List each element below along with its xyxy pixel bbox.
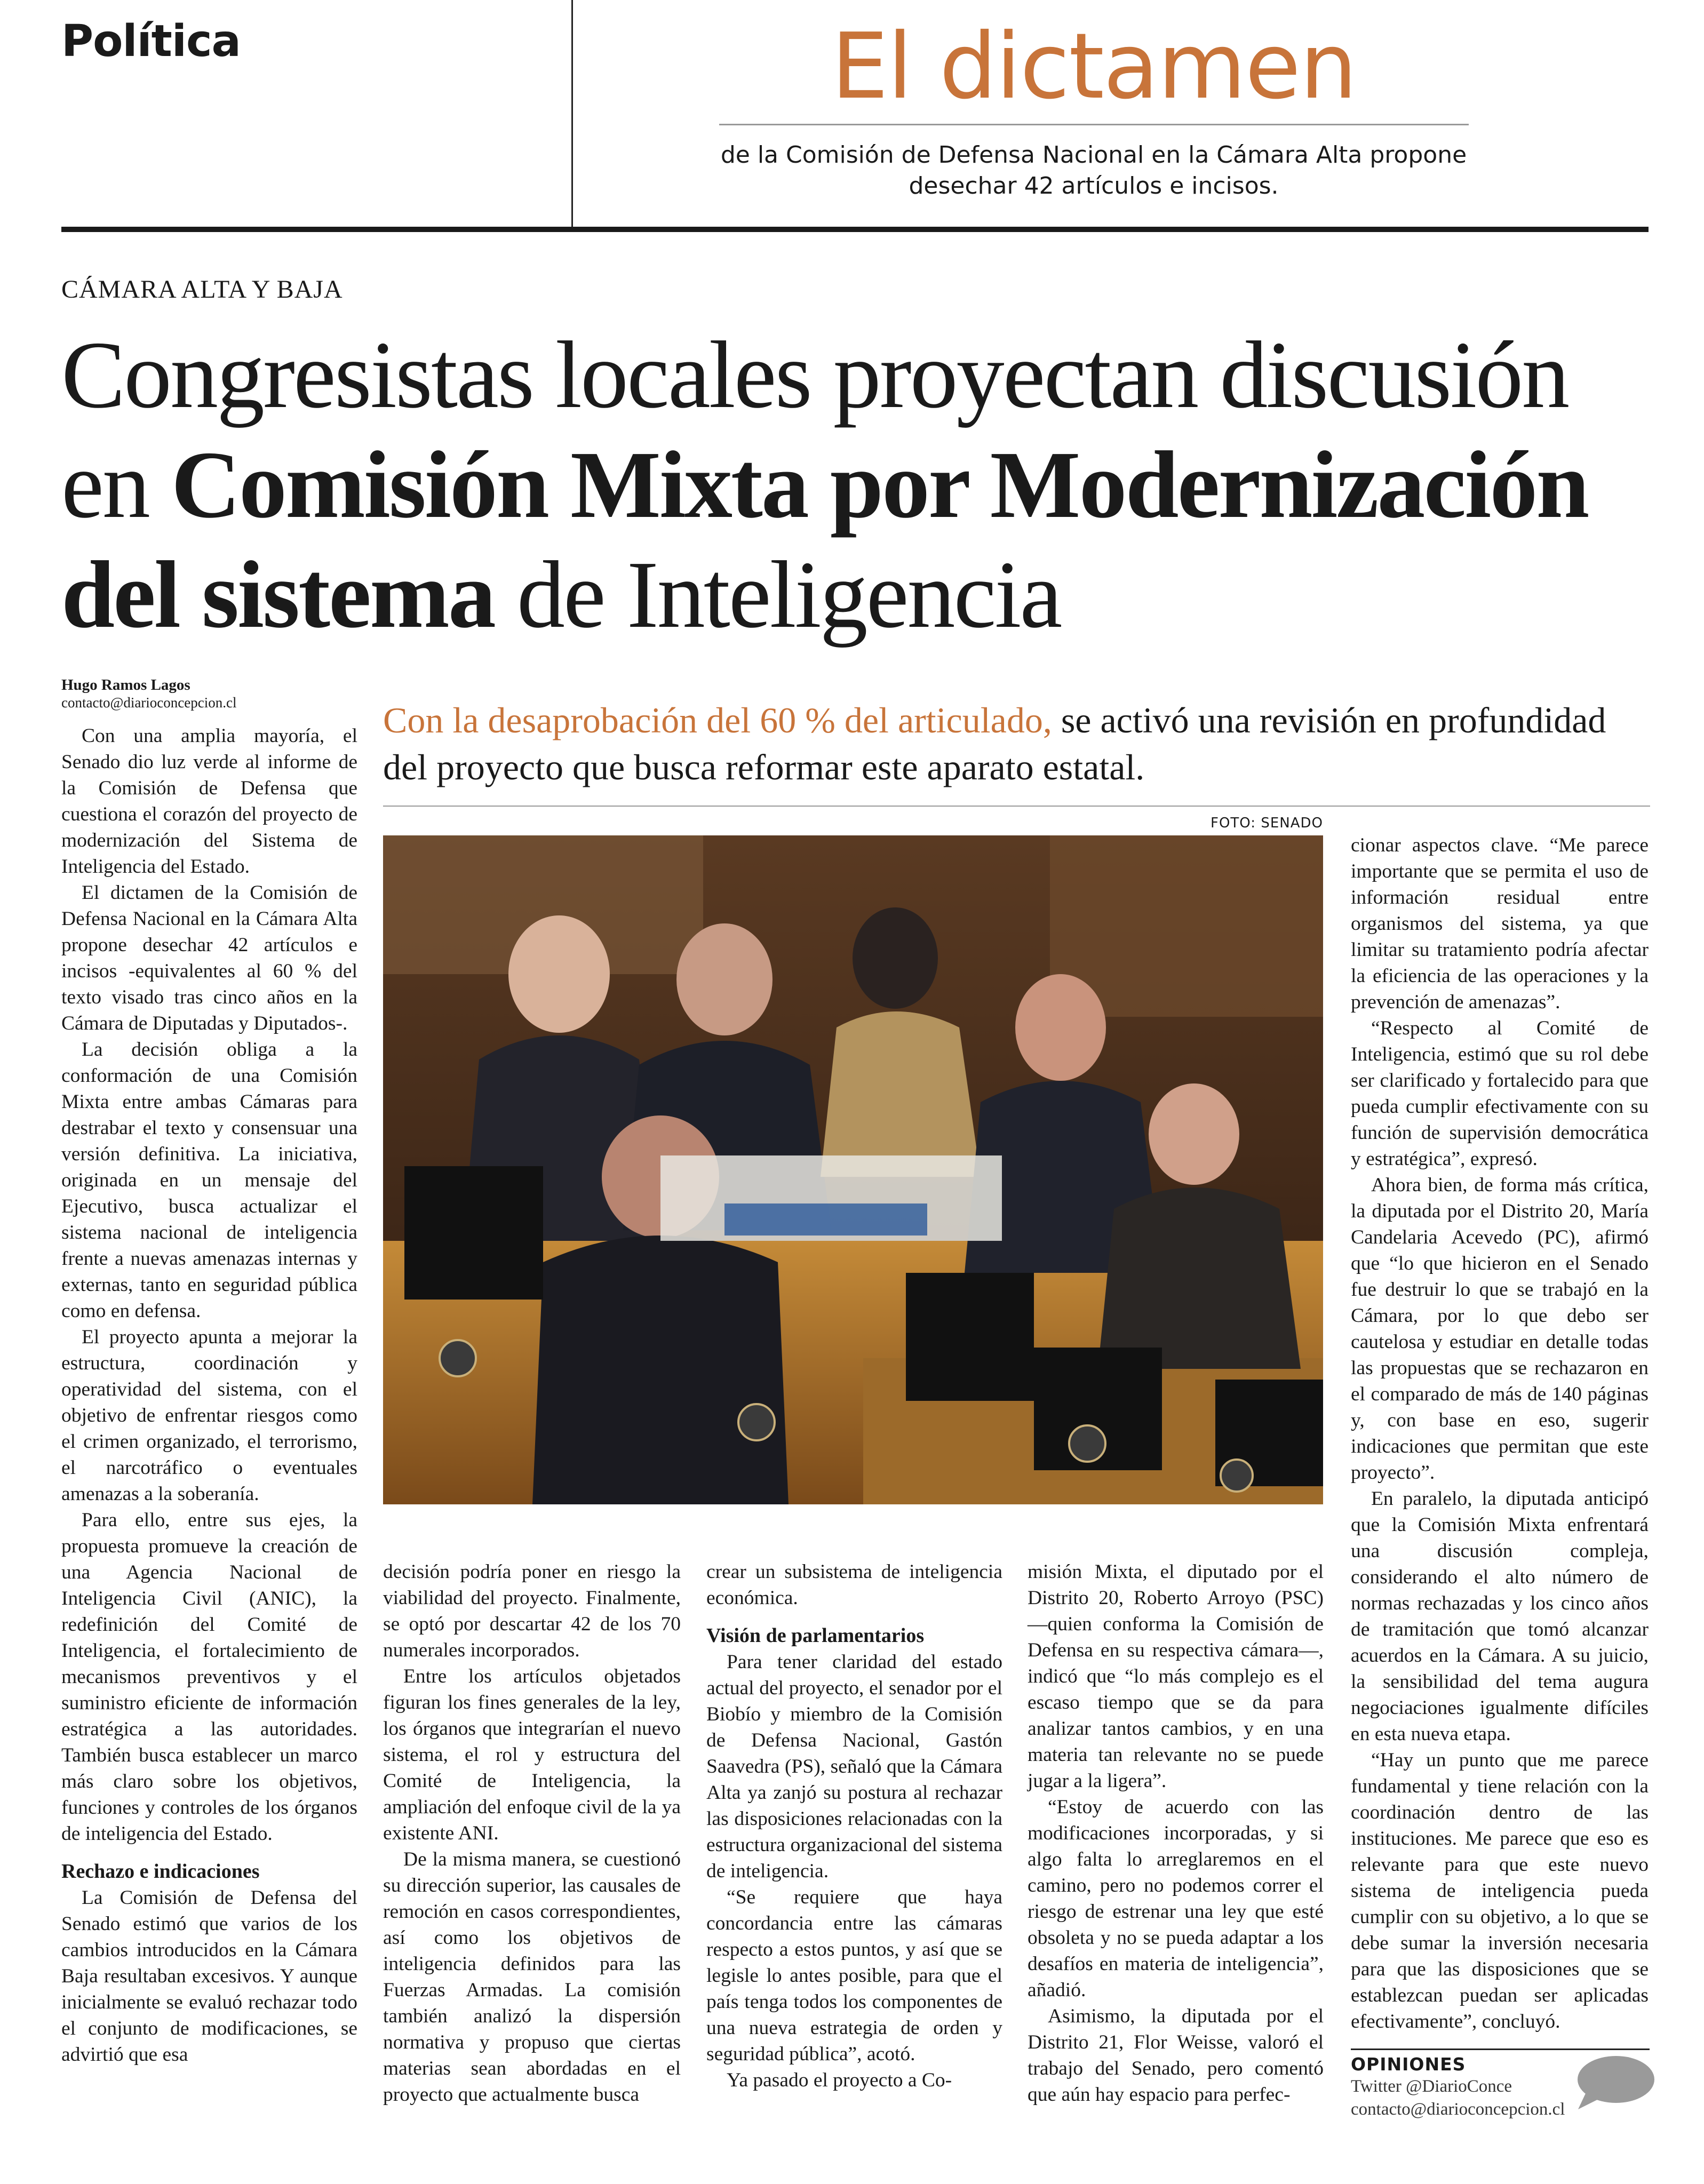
- paragraph: “Respecto al Comité de Inteligencia, estimó que su rol debe ser clarificado y fortalecido para que pueda cumplir efectivamente con su función de supervisión democrática y estratégica”, expresó.: [1351, 1017, 1649, 1170]
- paragraph: El dictamen de la Comisión de Defensa Nacional en la Cámara Alta propone desechar 42 artículos e incisos -equivalentes al 60 % del texto visado tras cinco años en la Cámara de Diputadas y Diputados-.: [61, 882, 357, 1034]
- column-1: [61, 723, 357, 2068]
- headline-line2-bold: Comisión Mixta por Modernización: [171, 432, 1588, 538]
- header-divider: [571, 0, 573, 228]
- paragraph: De la misma manera, se cuestionó su dirección superior, las causales de remoción en casos correspondientes, así como los objetivos de inteligencia definidos para las Fuerzas Armadas. La comisión también analizó la dispersión normativa y propuso que ciertas materias sean abordadas en el proyecto que actualmente busca: [383, 1848, 681, 2106]
- section-label: Política: [61, 16, 241, 67]
- deck-text: se activó una revisión en profundidad del proyecto que busca reformar este aparato estatal.: [383, 700, 1606, 787]
- photo-credit: FOTO: SENADO: [1211, 815, 1323, 831]
- headline-line2: [61, 430, 1651, 540]
- byline-email: contacto@diarioconcepcion.cl: [61, 695, 237, 711]
- paragraph: Para tener claridad del estado actual del proyecto, el senador por el Biobío y miembro de la Comisión de Defensa Nacional, Gastón Saavedra (PS), señaló que la Cámara Alta ya zanjó su postura al rechazar las disposiciones relacionadas con la estructura organizacional del sistema de inteligencia.: [706, 1651, 1002, 1882]
- feature-subtitle-line1: de la Comisión de Defensa Nacional en la Cámara Alta propone: [720, 141, 1467, 169]
- speech-bubble-icon: [1571, 2054, 1656, 2113]
- header-rule: [61, 227, 1649, 232]
- headline: [61, 320, 1651, 650]
- byline-author: Hugo Ramos Lagos: [61, 676, 190, 694]
- paragraph: cionar aspectos clave. “Me parece importante que se permita el uso de información residual entre organismos del sistema, ya que limitar su tratamiento podría afectar la eficiencia de las operaciones y la prevención de amenazas”.: [1351, 834, 1649, 1013]
- headline-line3: [61, 540, 1651, 650]
- feature-subtitle: [710, 140, 1478, 202]
- paragraph: “Hay un punto que me parece fundamental y tiene relación con la coordinación dentro de las instituciones. Me parece que eso es relevante para que este nuevo sistema de inteligencia pueda cumplir con su objetivo, a lo que se debe sumar la inversión necesaria para que las disposiciones que se establezcan puedan ser aplicadas efectivamente”, concluyó.: [1351, 1749, 1649, 2032]
- paragraph: La decisión obliga a la conformación de una Comisión Mixta entre ambas Cámaras para destrabar el texto y consensuar una versión definitiva. La iniciativa, originada en un mensaje del Ejecutivo, busca actualizar el sistema nacional de inteligencia frente a nuevas amenazas internas y externas, tanto en seguridad pública como en defensa.: [61, 1039, 357, 1322]
- paragraph: misión Mixta, el diputado por el Distrito 20, Roberto Arroyo (PSC) —quien conforma la Comisión de Defensa en su respectiva cámara—, indicó que “lo más complejo es el escaso tiempo que se da para analizar tantos cambios, y en una materia tan relevante no se puede jugar a la ligera”.: [1028, 1561, 1324, 1792]
- column-2: [383, 1559, 681, 2108]
- column-5: [1351, 832, 1649, 2035]
- paragraph: Ahora bien, de forma más crítica, la diputada por el Distrito 20, María Candelaria Acevedo (PC), afirmó que “lo que hicieron en el Senado fue destruir lo que se trabajó en la Cámara, por lo que debo ser cautelosa y estudiar en detalle todas las propuestas que se rechazaron en el comparado de más de 140 páginas y, con base en eso, sugerir indicaciones que permitan que este proyecto”.: [1351, 1174, 1649, 1484]
- deck-highlight: Con la desaprobación del 60 % del articulado,: [383, 700, 1052, 740]
- opinions-email[interactable]: contacto@diarioconcepcion.cl: [1351, 2100, 1565, 2119]
- opinions-title: OPINIONES: [1351, 2054, 1466, 2075]
- column-4: [1028, 1559, 1324, 2108]
- paragraph: crear un subsistema de inteligencia económica.: [706, 1561, 1002, 1609]
- column-3: [706, 1559, 1002, 2093]
- subhead-vision: Visión de parlamentarios: [706, 1624, 925, 1647]
- deck-rule: [383, 806, 1650, 807]
- feature-title: El dictamen: [831, 14, 1357, 119]
- paragraph: La Comisión de Defensa del Senado estimó que varios de los cambios introducidos en la Cámara Baja resultaban excesivos. Y aunque inicialmente se evaluó rechazar todo el conjunto de modificaciones, se advirtió que esa: [61, 1887, 357, 2066]
- paragraph: “Estoy de acuerdo con las modificaciones incorporadas, y si algo falta lo arreglaremos en el camino, pero no podemos correr el riesgo de estrenar una ley que esté obsoleta y no se pueda adaptar a los desafíos en materia de inteligencia”, añadió.: [1028, 1796, 1324, 2001]
- headline-line1: Congresistas locales proyectan discusión: [61, 322, 1568, 428]
- headline-line2-regular: en: [61, 432, 171, 538]
- feature-rule: [719, 124, 1469, 125]
- headline-line3-bold: del sistema: [61, 541, 495, 648]
- feature-subtitle-line2: desechar 42 artículos e incisos.: [909, 172, 1279, 200]
- paragraph: Con una amplia mayoría, el Senado dio luz verde al informe de la Comisión de Defensa que cuestiona el corazón del proyecto de modernización del Sistema de Inteligencia del Estado.: [61, 725, 357, 878]
- subhead-rechazo: Rechazo e indicaciones: [61, 1860, 260, 1883]
- article-photo: [383, 835, 1323, 1504]
- paragraph: En paralelo, la diputada anticipó que la Comisión Mixta enfrentará una discusión compleja, considerando el alto número de normas rechazadas y los cinco años de tramitación que tomó alcanzar acuerdos en la Cámara. A su juicio, la sensibilidad del tema augura negociaciones igualmente difíciles en esta nueva etapa.: [1351, 1488, 1649, 1745]
- headline-line3-regular: de Inteligencia: [494, 541, 1061, 648]
- paragraph: Ya pasado el proyecto a Co-: [727, 2069, 952, 2091]
- paragraph: Para ello, entre sus ejes, la propuesta promueve la creación de una Agencia Nacional de Inteligencia Civil (ANIC), la redefinición del Comité de Inteligencia, el fortalecimiento de mecanismos preventivos y el suministro eficiente de información estratégica a las autoridades. También busca establecer un marco más claro sobre los objetivos, funciones y controles de los órganos de inteligencia del Estado.: [61, 1509, 357, 1845]
- kicker: CÁMARA ALTA Y BAJA: [61, 275, 343, 304]
- opinions-twitter[interactable]: Twitter @DiarioConce: [1351, 2077, 1512, 2096]
- paragraph: “Se requiere que haya concordancia entre las cámaras respecto a estos puntos, y así que se legisle lo antes posible, para que el país tenga todos los componentes de una nueva estrategia de orden y seguridad pública”, acotó.: [706, 1886, 1002, 2065]
- paragraph: El proyecto apunta a mejorar la estructura, coordinación y operatividad del sistema, con el objetivo de enfrentar riesgos como el crimen organizado, el terrorismo, el narcotráfico o eventuales amenazas a la soberanía.: [61, 1326, 357, 1505]
- paragraph: Asimismo, la diputada por el Distrito 21, Flor Weisse, valoró el trabajo del Senado, pero comentó que aún hay espacio para perfec-: [1028, 2005, 1324, 2106]
- paragraph: decisión podría poner en riesgo la viabilidad del proyecto. Finalmente, se optó por descartar 42 de los 70 numerales incorporados.: [383, 1561, 681, 1661]
- paragraph: Entre los artículos objetados figuran los fines generales de la ley, los órganos que integrarían el nuevo sistema, el rol y estructura del Comité de Inteligencia, la ampliación del enfoque civil de la ya existente ANI.: [383, 1665, 681, 1844]
- opinions-rule: [1351, 2049, 1650, 2050]
- deck: [383, 697, 1650, 791]
